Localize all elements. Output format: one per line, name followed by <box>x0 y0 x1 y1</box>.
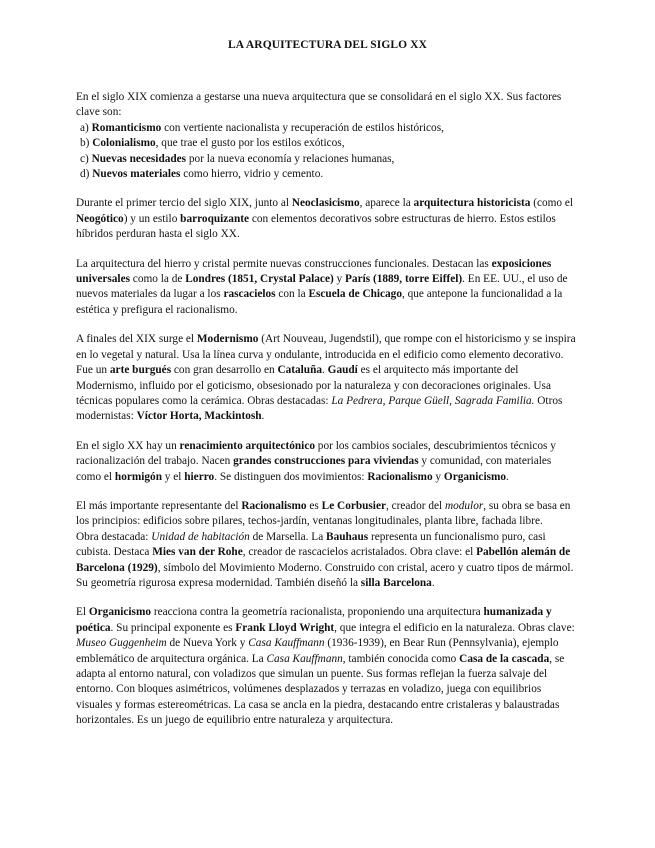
intro-text: En el siglo XIX comienza a gestarse una nueva arquitectura que se consolidará en el siglo XX. Sus factores clave son: <box>76 91 562 119</box>
list-item: a) Romanticismo con vertiente nacionalista y recuperación de estilos históricos, <box>80 121 444 134</box>
paragraph-modernism: A finales del XIX surge el Modernismo (Art Nouveau, Jugendstil), que rompe con el historicismo y se inspira en lo vegetal y natural. Usa la línea curva y ondulante, introducida en el edificio como elemento decorativo. Fue un arte burgués con gran desarrollo en Cataluña. Gaudí es el arquitecto más importante del Modernismo, influido por el goticismo, obsesionado por la naturaleza y con decoraciones originales. Usa técnicas populares como la cerámica. Obras destacadas: La Pedrera, Parque Güell, Sagrada Familia. Otros modernistas: Víctor Horta, Mackintosh. <box>76 333 576 423</box>
paragraph-intro <box>76 90 576 182</box>
paragraph-twentieth-century: En el siglo XX hay un renacimiento arquitectónico por los cambios sociales, descubrimientos técnicos y racionalización del trabajo. Nacen grandes construcciones para viviendas y comunidad, con materiales como el hormigón y el hierro. Se distinguen dos movimientos: Racionalismo y Organicismo. <box>76 439 556 483</box>
paragraph-organicism: El Organicismo reacciona contra la geometría racionalista, proponiendo una arquitectura humanizada y poética. Su principal exponente es Frank Lloyd Wright, que integra el edificio en la naturaleza. Obras clave: Museo Guggenheim de Nueva York y Casa Kauffmann (1936-1939), en Bear Run (Pennsylvania), ejemplo emblemático de arquitectura orgánica. La Casa Kauffmann, también conocida como Casa de la cascada, se adapta al entorno natural, con voladizos que simulan un puente. Sus formas reflejan la fuerza salvaje del entorno. Con bloques asimétricos, volúmenes desplazados y terrazas en voladizo, juega con equilibrios visuales y formas estereométricas. La casa se ancla en la piedra, destacando entre cristaleras y balaustradas horizontales. Es un juego de equilibrio entre naturaleza y arquitectura. <box>76 606 575 727</box>
list-item: b) Colonialismo, que trae el gusto por los estilos exóticos, <box>80 137 345 150</box>
document-title: LA ARQUITECTURA DEL SIGLO XX <box>228 39 427 51</box>
list-item: c) Nuevas necesidades por la nueva economía y relaciones humanas, <box>80 152 395 165</box>
paragraph-historicism: Durante el primer tercio del siglo XIX, junto al Neoclasicismo, aparece la arquitectura historicista (como el Neogótico) y un estilo barroquizante con elementos decorativos sobre estructuras de hierro. Estos estilos híbridos perduran hasta el siglo XX. <box>76 197 574 241</box>
document-body <box>76 90 576 743</box>
paragraph-iron-glass: La arquitectura del hierro y cristal permite nuevas construcciones funcionales. Destacan las exposiciones universales como la de Londres (1851, Crystal Palace) y París (1889, torre Eiffel). En EE. UU., el uso de nuevos materiales da lugar a los rascacielos con la Escuela de Chicago, que antepone la funcionalidad a la estética y prefigura el racionalismo. <box>76 257 568 316</box>
list-item: d) Nuevos materiales como hierro, vidrio y cemento. <box>80 168 324 181</box>
paragraph-rationalism: El más importante representante del Racionalismo es Le Corbusier, creador del modulor, su obra se basa en los principios: edificios sobre pilares, techos-jardín, ventanas longitudinales, planta libre, fachada libre. <box>76 499 571 528</box>
paragraph-bauhaus: Obra destacada: Unidad de habitación de Marsella. La Bauhaus representa un funcionalismo puro, casi cubista. Destaca Mies van der Rohe, creador de rascacielos acristalados. Obra clave: el Pabellón alemán de Barcelona (1929), símbolo del Movimiento Moderno. Construido con cristal, acero y cuatro tipos de mármol. Su geometría rigurosa expresa modernidad. También diseñó la silla Barcelona. <box>76 530 574 589</box>
